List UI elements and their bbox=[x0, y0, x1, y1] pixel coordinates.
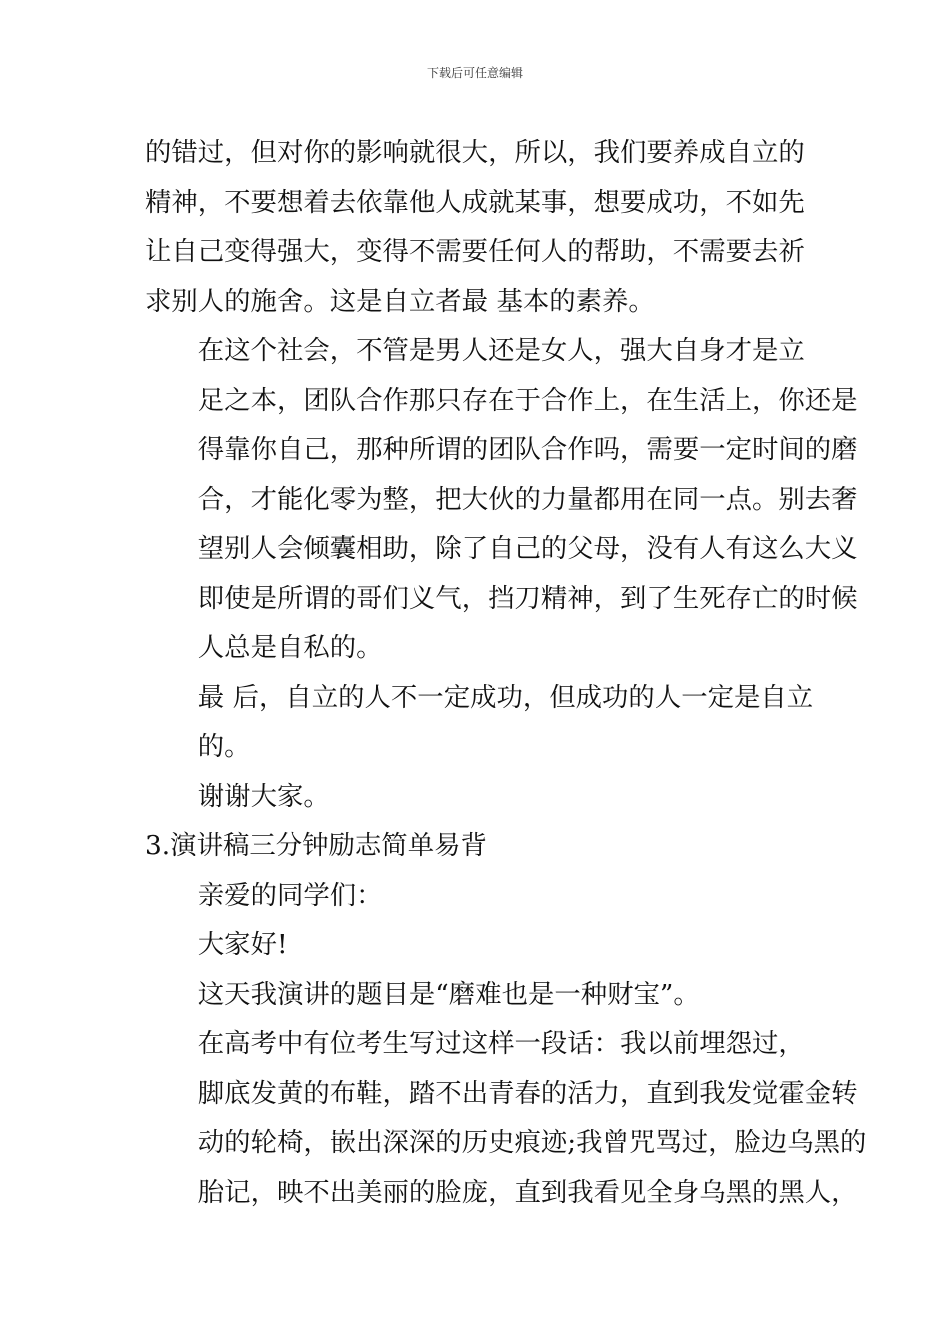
paragraph bbox=[145, 1019, 867, 1217]
text-line: 在这个社会，不管是男人还是女人，强大自身才是立 bbox=[197, 335, 805, 366]
paragraph bbox=[145, 326, 858, 673]
text-line: 合，才能化零为整，把大伙的力量都用在同一点。别去奢 bbox=[197, 483, 858, 515]
text-line: 望别人会倾囊相助，除了自己的父母，没有人有这么大义 bbox=[197, 533, 858, 564]
text-line: 的错过，但对你的影响就很大，所以，我们要养成自立的 bbox=[145, 137, 805, 168]
text-line: 大家好! bbox=[197, 929, 288, 960]
text-line: 最 后，自立的人不一定成功，但成功的人一定是自立 bbox=[197, 681, 814, 713]
text-line: 动的轮椅，嵌出深深的历史痕迹;我曾咒骂过，脸边乌黑的 bbox=[197, 1127, 867, 1158]
text-line: 这天我演讲的题目是“磨难也是一种财宝”。 bbox=[197, 978, 700, 1010]
text-line: 精神，不要想着去依靠他人成就某事，想要成功，不如先 bbox=[145, 186, 805, 218]
text-line: 脚底发黄的布鞋，踏不出青春的活力，直到我发觉霍金转 bbox=[197, 1077, 858, 1109]
paragraph bbox=[145, 821, 807, 871]
text-line: 足之本，团队合作那只存在于合作上，在生活上，你还是 bbox=[197, 384, 858, 416]
paragraph bbox=[145, 673, 814, 772]
text-line: 胎记，映不出美丽的脸庞，直到我看见全身乌黑的黑人， bbox=[197, 1176, 858, 1208]
paragraph bbox=[145, 871, 807, 921]
text-line: 亲爱的同学们： bbox=[197, 879, 383, 911]
paragraph bbox=[145, 970, 807, 1020]
text-line: 得靠你自己，那种所谓的团队合作吗，需要一定时间的磨 bbox=[197, 434, 858, 465]
text-line: 谢谢大家。 bbox=[197, 780, 330, 812]
document-body bbox=[145, 128, 867, 1217]
paragraph bbox=[145, 920, 807, 970]
text-line: 人总是自私的。 bbox=[197, 632, 383, 663]
text-line: 3.演讲稿三分钟励志简单易背 bbox=[145, 830, 487, 861]
text-line: 求别人的施舍。这是自立者最 基本的素养。 bbox=[145, 285, 655, 317]
paragraph bbox=[145, 128, 807, 326]
paragraph bbox=[145, 772, 807, 822]
page-header: 下载后可任意编辑 bbox=[426, 66, 523, 80]
text-line: 在高考中有位考生写过这样一段话：我以前埋怨过， bbox=[197, 1028, 805, 1059]
text-line: 即使是所谓的哥们义气，挡刀精神，到了生死存亡的时候 bbox=[197, 582, 858, 614]
text-line: 的。 bbox=[197, 731, 251, 762]
text-line: 让自己变得强大，变得不需要任何人的帮助，不需要去祈 bbox=[145, 236, 805, 267]
